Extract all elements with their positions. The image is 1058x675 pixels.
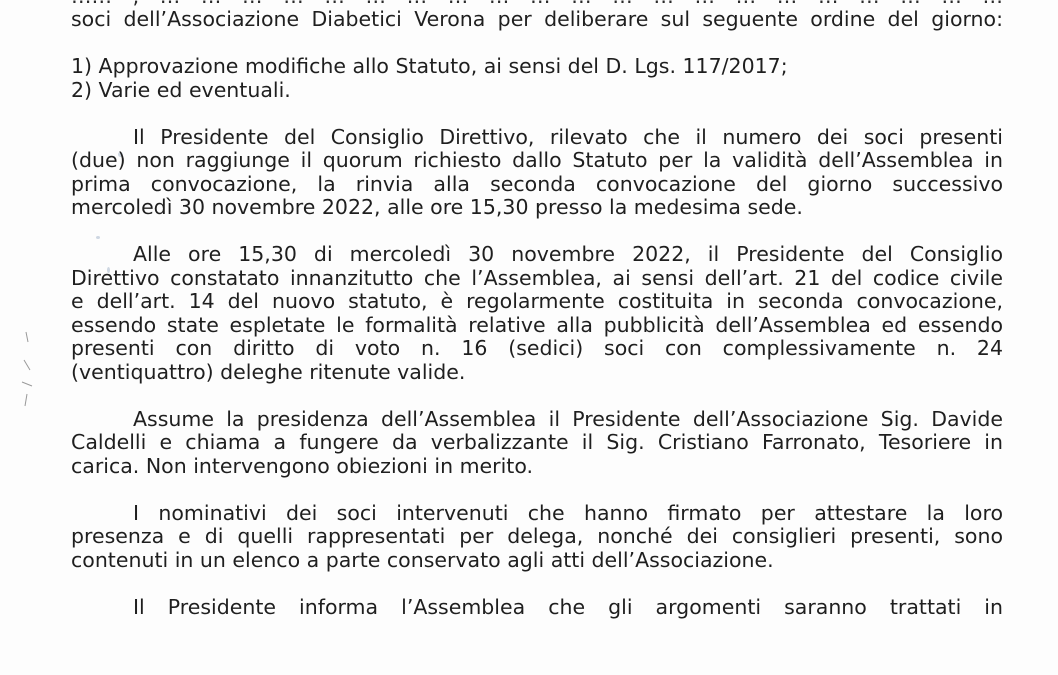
para3-line-2: Caldelli e chiama a fungere da verbalizzante il Sig. Cristiano Farronato, Tesoriere in	[71, 430, 1003, 454]
para2-line-6: (ventiquattro) deleghe ritenute valide.	[71, 359, 466, 384]
margin-pencil-mark	[12, 330, 42, 410]
para3-line-3: carica. Non intervengono obiezioni in merito.	[71, 453, 534, 478]
para2-line-5: presenti con diritto di voto n. 16 (sedici) soci con complessivamente n. 24	[71, 336, 1003, 360]
para1-line-4: mercoledì 30 novembre 2022, alle ore 15,30 presso la medesima sede.	[71, 195, 803, 219]
para1-line-2: (due) non raggiunge il quorum richiesto dallo Statuto per la validità dell’Assemblea in	[71, 148, 1003, 172]
para3-line-1: Assume la presidenza dell’Assemblea il Presidente dell’Associazione Sig. Davide	[133, 406, 1003, 431]
para1-line-1: Il Presidente del Consiglio Direttivo, rilevato che il numero dei soci presenti	[133, 124, 1003, 149]
agenda-item-2: 2) Varie ed eventuali.	[71, 77, 291, 102]
para5-line-1: Il Presidente informa l’Assemblea che gli argomenti saranno trattati in	[133, 594, 1003, 619]
para4-line-2: presenza e di quelli rappresentati per delega, nonché dei consiglieri presenti, sono	[71, 524, 1003, 548]
para1-line-3: prima convocazione, la rinvia alla seconda convocazione del giorno successivo	[71, 171, 1003, 196]
para2-line-3: e dell’art. 14 del nuovo statuto, è regolarmente costituita in seconda convocazione,	[71, 289, 1003, 313]
para2-line-1: Alle ore 15,30 di mercoledì 30 novembre 2022, il Presidente del Consiglio	[133, 242, 1003, 266]
para2-line-4: essendo state espletate le formalità relative alla pubblicità dell’Assemblea ed essendo	[71, 312, 1003, 337]
para4-line-1: I nominativi dei soci intervenuti che hanno firmato per attestare la loro	[133, 500, 1003, 525]
para4-line-3: contenuti in un elenco a parte conservato agli atti dell’Associazione.	[71, 547, 774, 572]
para2-line-2: Direttivo constatato innanzitutto che l’Assemblea, ai sensi dell’art. 21 del codice civile	[71, 265, 1003, 290]
agenda-item-1: 1) Approvazione modifiche allo Statuto, ai sensi del D. Lgs. 117/2017;	[71, 54, 788, 78]
intro-line: soci dell’Associazione Diabetici Verona per deliberare sul seguente ordine del giorno:	[71, 7, 1003, 31]
